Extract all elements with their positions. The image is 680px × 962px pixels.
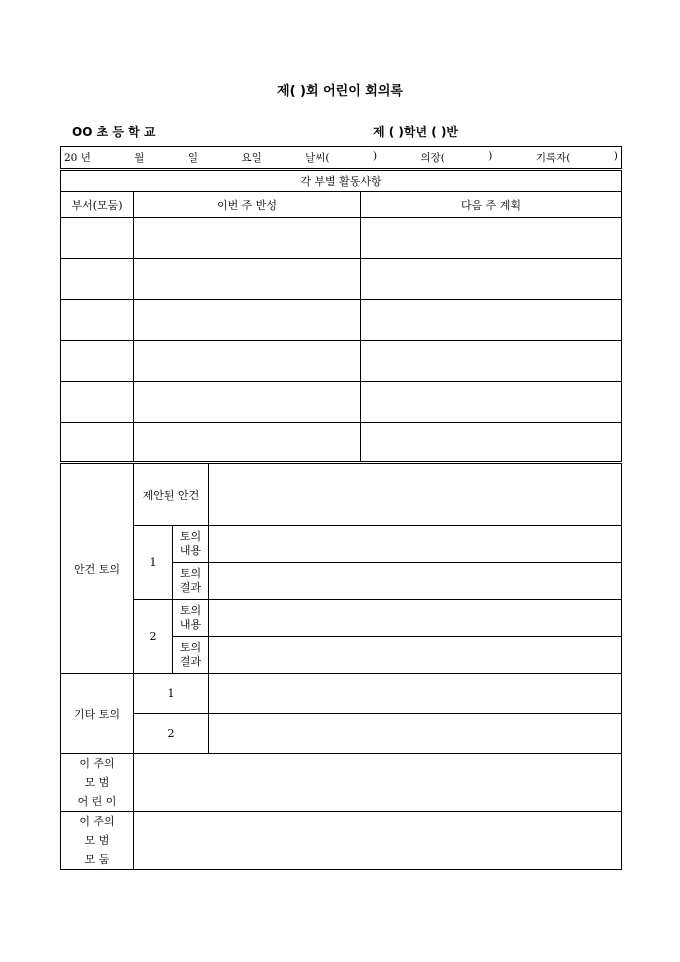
discussion-result-label: 토의 결과 [173,637,209,674]
plan-header: 다음 주 계획 [361,192,622,218]
meeting-record-table [60,146,622,870]
info-row [61,147,622,170]
dept-cell[interactable] [61,341,134,382]
weather-label: 날씨( [305,152,330,164]
column-header-row [61,192,622,218]
reflection-header: 이번 주 반성 [134,192,361,218]
reflection-cell[interactable] [134,382,361,423]
page-title: 제( )회 어린이 회의록 [277,84,403,99]
reflection-cell[interactable] [134,259,361,300]
proposed-agenda-label: 제안된 안건 [134,463,209,526]
section-title: 각 부별 활동사항 [61,170,622,192]
day-label: 일 [187,152,198,164]
reflection-cell[interactable] [134,218,361,259]
dept-row [61,218,622,259]
dept-cell[interactable] [61,218,134,259]
reflection-cell[interactable] [134,341,361,382]
plan-cell[interactable] [361,259,622,300]
recorder-close: ) [613,150,618,162]
proposed-agenda-cell[interactable] [209,463,622,526]
dept-row [61,259,622,300]
dept-row [61,300,622,341]
chair-label: 의장( [420,152,445,164]
plan-cell[interactable] [361,300,622,341]
other-discussion-cell[interactable] [209,674,622,714]
other-discussion-cell[interactable] [209,714,622,754]
dept-row [61,341,622,382]
dept-row [61,423,622,463]
month-label: 월 [134,152,145,164]
info-cell[interactable] [61,147,622,170]
dept-cell[interactable] [61,300,134,341]
dept-cell[interactable] [61,382,134,423]
discussion-content-label: 토의 내용 [173,600,209,637]
agenda-item-number: 2 [134,600,173,674]
dept-row [61,382,622,423]
other-item-number: 1 [134,674,209,714]
discussion-result-cell[interactable] [209,563,622,600]
agenda-label: 안건 토의 [61,463,134,674]
weekday-label: 요일 [241,152,262,164]
recorder-label: 기록자( [535,152,571,164]
dept-header: 부서(모둠) [61,192,134,218]
weather-close: ) [372,150,378,162]
year-label: 20 년 [64,152,91,164]
model-child-label: 이 주의 모 범 어 린 이 [61,754,134,812]
discussion-content-label: 토의 내용 [173,526,209,563]
model-group-cell[interactable] [134,812,622,870]
plan-cell[interactable] [361,341,622,382]
reflection-cell[interactable] [134,423,361,463]
agenda-item-number: 1 [134,526,173,600]
model-group-label: 이 주의 모 범 모 둠 [61,812,134,870]
school-name: OO 초 등 학 교 [72,125,156,139]
discussion-content-cell[interactable] [209,600,622,637]
model-child-cell[interactable] [134,754,622,812]
discussion-result-cell[interactable] [209,637,622,674]
plan-cell[interactable] [361,218,622,259]
reflection-cell[interactable] [134,300,361,341]
plan-cell[interactable] [361,382,622,423]
chair-close: ) [488,150,493,162]
other-item-number: 2 [134,714,209,754]
discussion-result-label: 토의 결과 [173,563,209,600]
discussion-content-cell[interactable] [209,526,622,563]
other-discussion-label: 기타 토의 [61,674,134,754]
dept-cell[interactable] [61,259,134,300]
dept-cell[interactable] [61,423,134,463]
grade-class: 제 ( )학년 ( )반 [373,125,459,139]
plan-cell[interactable] [361,423,622,463]
